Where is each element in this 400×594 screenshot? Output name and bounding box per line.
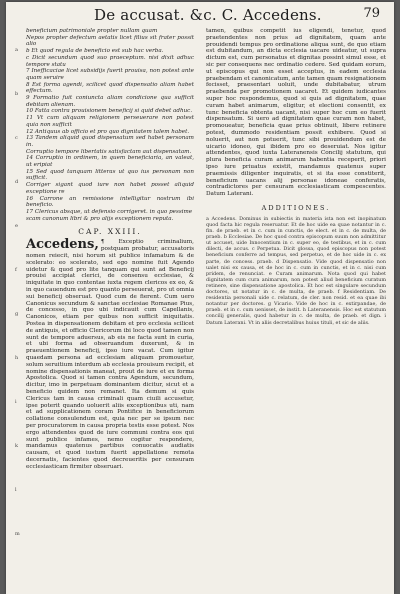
marginal-letter: l: [15, 487, 17, 493]
gloss-line: 11 Vt cum aliquam religionem perseuerare non potest quia non sufficit: [26, 115, 194, 128]
marginal-letter: k: [15, 443, 19, 449]
gloss-line: beneficium patrimoniale propter nullam quam: [26, 28, 158, 34]
page-number: 79: [363, 6, 380, 21]
gloss-line: Nepos propter defectum aetatis licet filius sit frater possit alio: [26, 34, 194, 48]
marginal-letter: a: [15, 47, 18, 53]
marginal-letter: b: [15, 91, 19, 97]
right-column: [206, 28, 386, 326]
additions-heading: ADDITIONES.: [261, 203, 331, 212]
gloss-line: scam canonum libri & pro alijs exceptionem reputa.: [26, 215, 174, 222]
marginal-letter: d: [15, 179, 19, 185]
chapter-body: ¶ Exceptio criminalium, postquam probatur, accusatoris nomen reiecit, nisi horum sit publice infamatum & de scelerato: eo scelerato, sed ego nomine fuit Agendo uidetur & quod pro lite tanquam qui sunt ad Beneficij prouisi accipiat clerici, de consensu ecclesiae, & iniquitate in quo contentae iuxta regem clericos ex eo, & in quo cauendum est pro quanto perseuerat, pro ut omnia sui beneficij obseruat. Quod cum de fierent. Cum uero Canonicus secundum & sanctae ecclesiae Romanae Pius, de concesso, in quo ubi indicauit cum Capellanis, Canonicos, etiam per quibus non sufficit iniquitatis. Postea in dispensationem debitam et pro ecclesia scilicet de antiquis, et officio Clericorum ibi loco quod tamen non sunt de tempore aduersus, ab eis ne facta sunt in curia, et ubi forma ad obseruandum duxerunt, & in praeuentionem beneficij, ipso iure vacat. Cum igitur quaedam persona ad ecclesiam aliquam promouetur, solum seruitium interdum ab ecclesia prouisum recipit, et nomine dispensationis maneat, prout de iure et ex forma Apostolica. Quod si tamen contra Agendum, secundum, dicitur, imo in perpetuam dominantem dicitur, sicut et a beneficio quidem non remanet. Ita demum si quis Clericus tam in causa criminali quam ciuili accusetur, ipse poterit quando uoluerit aliis exceptionibus uti, nam et ad supplicationem coram Pontifice in beneficiorum collatione consulendum est, quia nec per se ipsum nec per procuratorem in causa propria testis esse potest. Nos ergo attendentes quod de iure communi contra eos qui sunt publice infames, nemo cogitur respondere, mandamus quatenus partibus conuocatis audiatis causam, et quod iustum fuerit appellatione remota decernatis, facientes quod decreueritis per censuram ecclesiasticam firmiter obseruari.: [26, 239, 194, 470]
gloss-line: b Et quod regula de beneficio est sub hac verba.: [26, 48, 164, 55]
marginal-letter: e: [15, 223, 18, 229]
marginal-letter: f: [15, 267, 17, 273]
gloss-line: Corriger sigant quod iure non habet posset aliquid exceptione re: [26, 182, 194, 195]
marginal-letter: c: [15, 135, 18, 141]
book-page: [6, 2, 394, 594]
marginal-marks: [15, 28, 25, 556]
additions-text: a Accedens. Dominus in subiectis in materia ista non est inopinatum quod facta hic regula reseruatur. Et de hoc uide ea quae notantur in c. fin. de praeb. et in c. cum in cunctis, de elect. et in c. de multa, de praeb. b Ecclesiae. De hoc quod contra episcopum suum non admittitur ut accuset, uide Innocentium in c. super eo, de testibus, et in c. cum dilecti, de accus. c Perpetua. Dicit glossa, quod episcopus non potest beneficium conferre ad tempus, sed perpetuo, et de hoc uide in c. ex parte, de concess. praeb. d Dispensatio. Vide quod dispensatio non ualet nisi ex causa, et de hoc in c. cum in cunctis, et in c. nisi cum pridem, de renunciat. e Curam animarum. Nota quod qui habet dignitatem cum cura animarum, non potest aliud beneficium curatum retinere, sine dispensatione apostolica. Et hoc est singulare secundum doctores, ut notatur in c. de multa, de praeb. f Residentiam. De residentia personali uide c. relatum, de cler. non resid. et ea quae ibi notantur per doctores. g Vicario. Vide de hoc in c. extirpandae, de praeb. et in c. cum uenisset, de instit. h Lateranensis. Hoc est statutum concilij generalis, quod habetur in c. de multa, de praeb. et dign. i Datum Laterani. Vt in aliis decretalibus huius tituli, et sic de aliis.: [206, 215, 386, 326]
gloss-line: c Dicit secundum quod suo praeceptum. nisi dixit adhuc tempore statu: [26, 54, 194, 68]
gloss-line: 8 Est forma agendi, scilicet quod dispensatio aliam habet effectum.: [26, 81, 194, 95]
marginal-letter: m: [15, 531, 20, 537]
gloss-line: 9 Formatio fuit coniuncta aliam condicione qua sufficit debitam alienam.: [26, 95, 194, 108]
gloss-line: 15 Sed quod tanquam litteras ut quo ius personam non sufficit.: [26, 168, 194, 182]
marginal-letter: h: [15, 355, 19, 361]
incipit-word: Accedens,: [26, 237, 99, 253]
gloss-line: 12 Antiquus ab officio et pro quo dignitatem talem habet.: [26, 128, 190, 135]
marginal-letter: g: [15, 311, 19, 317]
gloss-line: 13 Tandem aliquid quod dispensatum sed habet personam in.: [26, 135, 194, 148]
gloss-line: 17 Clericus absque, ut defensio corrigeret. in quo pessime: [26, 208, 193, 215]
gloss-line: 10 Fatta contra prouisionem beneficij si quid debet adhuc.: [26, 108, 193, 115]
marginal-letter: i: [15, 399, 17, 405]
running-title: De accusat. &c. C. Accedens.: [94, 6, 322, 24]
chapter-body-text: [26, 239, 194, 470]
gloss-line: 7 Inefficaciae licet subsidijs fuerit prouisa, non potest ante quam seruire: [26, 68, 194, 81]
left-column: [26, 28, 194, 470]
right-body-text: tamen, quibus competit ius eligendi, tenetur, quod praetendentes non prius ad dignitatem, quam ante prouidendi tempus pro ordinatione aliqua sunt, de quo etiam est dubitandum, an dicta ecclesia uacare uideatur, ut supra dictum est, cum personatus et dignitas possint simul esse, et sic per consequens nec ordinatio cedere. Sed quidam eorum, ut episcopus qui non esset acceptus, in eadem ecclesia praebendam et canonicatum, ante tamen quam resignationem fecisset, praesentari uoluit, unde dubitabatur, utrum praebenda per promotionem uacaret. Et quidem iudicantes super hoc respondemus, quod si quis ad dignitatem, quae curam habet animarum, eligitur, et electioni consentit, ex tunc beneficia obtenta uacant, nisi super hoc cum eo fuerit dispensatum. Si uero ad dignitatem quae curam non habet, promoueatur, beneficia quae prius obtinuit, libere retinere potest, dummodo residentiam possit exhibere. Quod si noluerit, aut non potuerit, tunc sibi prouidendum est de uicario idoneo, qui ibidem pro eo deseruiat. Nos igitur attendentes, quod iuxta Lateranensis Concilij statutum, qui plura beneficia curam animarum habentia receperit, priori ipso iure priuatus existit, mandamus quatenus super praemissis diligenter inquiratis, et si ita esse constiterit, beneficium uacans alij personae idoneae conferatis, contradictores per censuram ecclesiasticam compescentes. Datum Laterani.: [206, 28, 386, 198]
summary-gloss: [26, 28, 194, 222]
chapter-heading: CAP. XXIII.: [78, 227, 142, 237]
gloss-line: 14 Corruptio in ordinem, in quem beneficiaria, an valeat, ut eripiat: [26, 155, 194, 169]
running-head: [94, 6, 380, 28]
gloss-line: Corruptio tempore libertatis satisfactam aut dispensatam.: [26, 148, 192, 155]
gloss-line: 16 Carrone an remissione intelligitur nostrum ibi beneficio.: [26, 195, 194, 209]
